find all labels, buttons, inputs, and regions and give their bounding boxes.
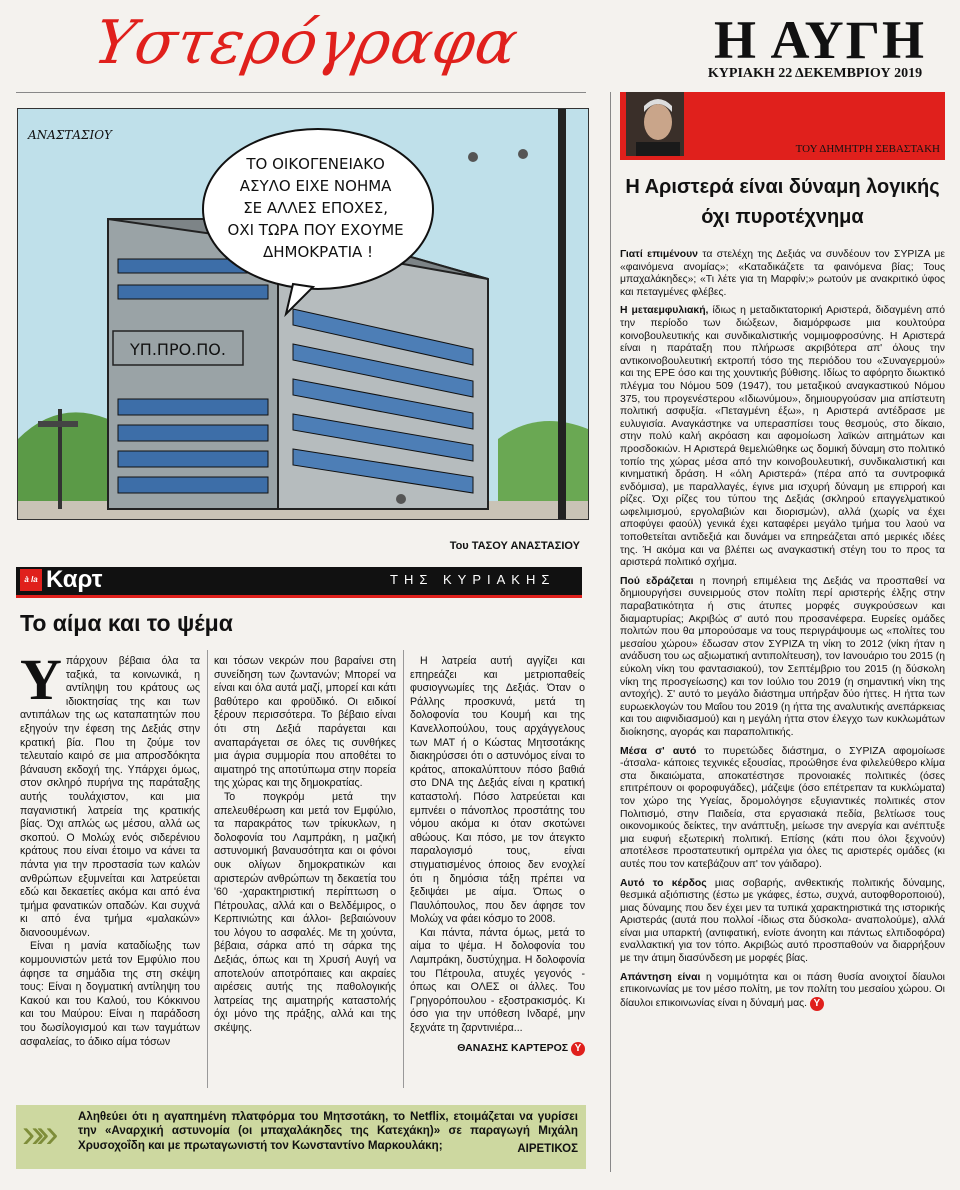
end-mark-icon: Υ (571, 1042, 585, 1056)
newspaper-masthead: Η ΑΥΓΗ (714, 10, 926, 70)
caption-name: ΤΑΣΟΥ ΑΝΑΣΤΑΣΙΟΥ (471, 540, 580, 552)
paragraph-text: ίδιως η μεταδικτατορική Αριστερά, διδαγμένη από την περίοδο των διώξεων, διαμόρφωσε μια κουλτούρα κοινοβουλευτικής και συνδικαλιστικής νομιμοφροσύνης. Η Αριστερά είναι η παράταξη που πλήρωσε ακριβότερα απ' όλους την αντικοινοβουλευτική εκτροπή τόσο της περιόδου του «Συναγερμού» και της ΕΡΕ όσο και της χουντικής βύθισης. Ιδίως το αφόρητο διωκτικό πλέγμα του Νόμου 509 (1947), του μεταξικού αναγκαστικού Νόμου 375, του προγενέστερου «Ιδιωνύμου», δημιουργούσαν μια απίστευτη πολιτική ασφυξία. «Πεταγμένη έξω», η Αριστερά αντέδρασε με ευλυγισία. Αναγκάστηκε να υπερασπίσει τους θεσμούς, στο δίκαιο, στην πολύ καλή ακρόαση και αφομοίωση λαϊκών αιτημάτων και προσδοκιών. Η Αριστερά θεμελιώθηκε ως δομική δύναμη στο πολιτικό τοπίο της χώρας μέσα από την κοινοβουλευτική, συνδικαλιστική και κινηματική δράση. Η «όλη Αριστερά» (πέρα από τα συντροφικά ενδόμισα), με παραλλαγές, έγινε μια ισχυρή δύναμη με επιρροή και ρίζες. Όχι ρίζες του τύπου της Δεξιάς (σκληρού επαγγελματικού ωφελιμισμού, εργολαβιών και διορισμών), αλλά (χωρίς να έχει αποφύγει φαούλ) γενικά έχει καταφέρει μεγάλο τμήμα του λαού να τοποθετείται αντιδεξιά και δυνάμει να επηρεάζεται από μερικές ιδέες της. Ή ακόμα και να βλέπει ως αναγκαστική στέγη του το προς τα αριστερά πολιτικό σχήμα. (620, 305, 945, 569)
political-cartoon (17, 108, 589, 520)
paragraph-lead: Γιατί επιμένουν (620, 249, 698, 260)
paragraph-text: η νομιμότητα και οι πάση θυσία ανοιχτοί δίαυλοι επικοινωνίας με τον μέσο πολίτη, με τον πολίτη του μεσαίου χώρου. Οι δίαυλοι επικοινωνίας είναι η δύναμή μας. (620, 971, 945, 1009)
paragraph-lead: Πού εδράζεται (620, 575, 694, 587)
column-3-paragraph-1: Η λατρεία αυτή αγγίζει και επηρεάζει και μετριοπαθείς φυσιογνωμίες της Δεξιάς. Όταν ο Ράλλης προσκυνά, μετά τη δολοφονία του Κουμή και της Κανελλοπούλου, τους αρχάγγελους των ΜΑΤ ή ο Κώστας Μητσοτάκης διακηρύσσει ότι ο αστυνόμος είναι το κράτος, αποκαλύπτουν πόσο βαθιά στο DNA της Δεξιάς είναι η κρατική καταστολή. Πόσο λατρεύεται και εμπνέει ο πάνοπλος προστάτης του νόμου ακόμα κι όταν σκοτώνει αθώους. Και πόσο, με τον άτεγκτο παραλογισμό τους, είναι στιγματισμένος όποιος δεν ενοχλεί ότι η δημόσια τάξη πρέπει να ξεδιψάει με αίμα. Όπως ο Παυλόπουλος, που δεν άφησε τον Μολώχ να φάει κόσμο το 2008. (410, 655, 585, 926)
bubble-line-3: ΣΕ ΑΛΛΕΣ ΕΠΟΧΕΣ, (243, 199, 389, 217)
right-paragraph (620, 746, 945, 872)
paragraph-text: μιας σοβαρής, ανθεκτικής πολιτικής δύναμης, θεσμικά αξιόπιστης (έστω με γκάφες, έστω, συχνά, αυτοφθοροποιού), μιας δύναμης που δεν έχει μεν τα τυπικά χαρακτηριστικά της ιστορικής Αριστεράς (αυτά που πολλοί -ίδιως στα δύσκολα- αναπολούμε), αλλά είναι μια υπαρκτή (αντιφατική, ενίοτε άνοητη και πάντως ελπιδοφόρα) εναλλακτική για τον τόπο. Ακριβώς αυτό προσπαθούν να διαρρήξουν με την άτιμη διασύνδεση με μορφές βίας. (620, 877, 945, 965)
paragraph-lead: Απάντηση είναι (620, 971, 701, 983)
column-1-paragraph-2: Είναι η μανία καταδίωξης των κομμουνιστών μετά τον Εμφύλιο που άφησε τα σημάδια της στη σκέψη τους: Είναι η δογματική αντίληψη του Κακού και του Καλού, του Κόκκινου και του Μαύρου: Είναι η παράδοση του δωσίλογισμού και των ταγμάτων ασφαλείας, το άδικο αίμα τόσων (20, 940, 200, 1048)
cartoon-signature: ΑΝΑΣΤΑΣΙΟΥ (28, 128, 112, 142)
paragraph-lead: Αυτό το κέρδος (620, 877, 707, 889)
author-photo (626, 92, 684, 156)
cartoon-illustration (18, 109, 588, 519)
paragraph-text: η πονηρή επιμέλεια της Δεξιάς να προσπαθεί να δημιουργήσει συνειρμούς στον πολίτη περί αριστερής έλξης στην παραβατικότητα ή στις άτυπες μορφές συγκρούσεων και διαμαρτυρίας; Ακριβώς σ' αυτό που προσανέφερα. Ευρείες ομάδες πολιτών που θα μπορούσαμε να τους περιγράψουμε ως «πολίτες του μεσαίου χώρου» έδωσαν στον ΣΥΡΙΖΑ τη νίκη το 2012 (νίκη ήταν η ανάδυση του ως αξιωματική αντιπολίτευση), τον Ιανουάριο του 2015 (η εύκολη νίκη του φαντασιακού), τον Σεπτέμβριο του 2015 (η δύσκολη νίκη της προσγείωσης) και τον Ιούλιο του 2019 (η σημαντική νίκη της αντοχής). Σ' αυτό το μεγάλο διάστημα υπήρξαν δύο ήττες. Η ήττα των ευρωεκλογών του Μαΐου του 2019 (η ήττα της αναλυτικής ανεπάρκειας και του αιφνιδιασμού) και η μεγάλη ήττα στον έλεγχο των κυκλωμάτων διοίκησης, αγοράς και παραπολιτικής. (620, 575, 945, 738)
right-paragraph (620, 305, 945, 569)
left-article-column-1 (20, 647, 200, 1049)
header-rule (16, 92, 586, 93)
paragraph-text: το πυρετώδες διάστημα, ο ΣΥΡΙΖΑ αφομοίωσε -άτσαλα- κάποιες τεχνικές εξουσίας, προώθησε ένα φιλελεύθερο κλίμα στα δικαιώματα, αποκατέστησε προνοιακές πολιτικές (όσες επιτρέπουν οι φοροφυγάδες), μάζεψε (όσο επέτρεπαν τα κυκλώματα) τον χώρο της Υγείας, δρομολόγησε εξυγιαντικές πολιτικές στον Πολιτισμό, στην Παιδεία, στα εργασιακά πεδία, βελτίωσε τους οικονομικούς δείκτες, την ανάπτυξη, μείωσε την ανεργία και ανέπτυξε μια ευφυή εξωτερική πολιτική. Επίσης (κάτι που όλοι ξεχνούν) αποτέλεσε προστατευτική ομπρέλα για όλες τις αριστερές ομάδες (κι αυτές που τον κατεβάζουν απ' τον γάιδαρο). (620, 745, 945, 870)
kart-logo-badge: à la (20, 569, 42, 591)
bubble-line-1: ΤΟ ΟΙΚΟΓΕΝΕΙΑΚΟ (246, 155, 385, 173)
right-article-author: ΤΟΥ ΔΗΜΗΤΡΗ ΣΕΒΑΣΤΑΚΗ (795, 143, 940, 155)
column-divider (403, 650, 404, 1088)
caption-prefix: Του (449, 540, 469, 552)
issue-date: ΚΥΡΙΑΚΗ 22 ΔΕΚΕΜΒΡΙΟΥ 2019 (707, 66, 923, 81)
column-divider (207, 650, 208, 1088)
right-paragraph (620, 878, 945, 966)
chevron-decoration-icon: »» (22, 1112, 51, 1156)
author-name: ΘΑΝΑΣΗΣ ΚΑΡΤΕΡΟΣ (457, 1041, 569, 1054)
building-sign: ΥΠ.ΠΡΟ.ΠΟ. (130, 340, 226, 359)
right-paragraph (620, 576, 945, 740)
left-article-title: Το αίμα και το ψέμα (20, 610, 233, 636)
left-article-column-3 (410, 655, 585, 1056)
dropcap-letter: Υ (20, 647, 62, 712)
right-column-divider (610, 92, 611, 1172)
right-article-title: Η Αριστερά είναι δύναμη λογικής όχι πυροτέχνημα (625, 176, 940, 228)
right-paragraph (620, 972, 945, 1011)
column-3-paragraph-2: Και πάντα, πάντα όμως, μετά το αίμα το ψέμα. Η δολοφονία του Λαμπράκη, δυστύχημα. Η δολοφονία του Πέτρουλα, ατυχές γεγονός - όπως και ΟΛΕΣ οι άλλες. Του Γρηγορόπουλου - εξοστρακισμός. Κι όσο για την υπόθεση Ινδαρέ, μην ξεχνάτε τη ζαρντινιέρα... (410, 926, 585, 1035)
paragraph-lead: Μέσα σ' αυτό (620, 745, 697, 757)
bubble-line-5: ΔΗΜΟΚΡΑΤΙΑ ! (262, 243, 374, 261)
section-title: Υστερόγραφα (88, 8, 524, 78)
right-article-body (620, 249, 945, 1017)
column-1-paragraph-1: πάρχουν βέβαια όλα τα ταξικά, τα κοινωνικά, η αντίληψη του κράτους ως ιδιοκτησίας της και των αντιπάλων της ως καταπατητών που εξηγούν την έφεση της Δεξιάς στην κρατική βία. Που τη ζούμε τον τελευταίο καιρό σε μια απροσδόκητα βάναυση εκδοχή της. Υπάρχει όμως, στον σκληρό πυρήνα της παράταξης αυτής τουλάχιστον, και μια παγανιστική λατρεία της κρατικής βίας. Όχι απλώς ως μέσου, αλλά ως σκοπού. Ο Μολώχ ενός σιδερένιου κράτους που είναι έτοιμο να κάνει τα πάντα για την προστασία των καλών ανθρώπων εξυμνείται και λατρεύεται εδώ και δεκαετίες ακόμα και από ένα τμήμα φανατικών οπαδών. Και συχνά κι από ένα τμήμα «μαλακών» διανοουμένων. (20, 655, 200, 939)
paragraph-text: τα στελέχη της Δεξιάς να συνδέουν τον ΣΥΡΙΖΑ με «φαινόμενα ανομίας»; «Καταδικάζετε τα φαινόμενα βίας; Τους μπαχαλάκηδες»; «Τι λέτε για τη Μαρφίν;» ρωτούν με ανακριτικό ύφος και πεταγμένες φλέβες. (620, 249, 945, 298)
kart-title: Καρτ (46, 566, 103, 593)
column-2-paragraph-2: Το πογκρόμ μετά την απελευθέρωση και μετά τον Εμφύλιο, τα παρακράτος των τρίκυκλων, η δολοφονία του Λαμπράκη, η μαζική αστυνομική βαναυσότητα και οι φόνοι ουκ ολίγων δημοκρατικών και αριστερών ανθρώπων τη δεκαετία του '60 -χαρακτηριστική περίπτωση ο Πέτρουλας, αλλά και ο Βελδέμιρος, ο Κερπινιώτης και άλλοι- βεβαιώνουν του λόγου το ασφαλές. Με τη χούντα, βέβαια, σάρκα από τη σάρκα της Δεξιάς, όπως και τη Χρυσή Αυγή να αποτελούν αποτρόπαιες και ακραίες αιρέσεις αυτής της παθολογικής λατρείας της αιματηρής καταστολής όχι μόνο της πράξης, αλλά και της σκέψης. (214, 790, 396, 1035)
paragraph-lead: Η μεταεμφυλιακή, (620, 305, 709, 317)
cartoon-caption (380, 540, 580, 552)
left-article-column-2 (214, 655, 396, 1036)
author-portrait-icon (626, 92, 684, 156)
aiertikos-signature: ΑΙΡΕΤΙΚΟΣ (517, 1143, 578, 1155)
end-mark-icon: Υ (810, 997, 824, 1011)
bubble-line-2: ΑΣΥΛΟ ΕΙΧΕ ΝΟΗΜΑ (239, 177, 392, 195)
kart-subtitle: ΤΗΣ ΚΥΡΙΑΚΗΣ (390, 572, 556, 587)
right-paragraph (620, 249, 945, 299)
bubble-line-4: ΟΧΙ ΤΩΡΑ ΠΟΥ ΕΧΟΥΜΕ (227, 221, 404, 239)
column-2-paragraph-1: και τόσων νεκρών που βαραίνει στη συνείδηση των ζωντανών; Μπορεί να είναι και όλα αυτά μαζί, μπορεί και κάτι βαθύτερο και φροϋδικό. Οι ειδικοί ξέρουν περισσότερα. Το βέβαιο είναι ότι στη Δεξιά παράγεται και αναπαράγεται σε όλες τις συνθήκες μια άγρια συμμορία που αποθέτει το αιματηρό της αποτύπωμα στην πορεία της χώρας και της δημοκρατίας. (214, 655, 396, 790)
aiertikos-text: Αληθεύει ότι η αγαπημένη πλατφόρμα του Μητσοτάκη, το Netflix, ετοιμάζεται να γυρίσει την «Αναρχική αστυνομία (οι μπαχαλάκηδες της Κατεχάκη)» σε παραγωγή Μιχάλη Χρυσοχοΐδη και με πρωταγωνιστή τον Κωνσταντίνο Μαρκουλάκη; (78, 1110, 578, 1152)
left-article-author (410, 1042, 585, 1056)
